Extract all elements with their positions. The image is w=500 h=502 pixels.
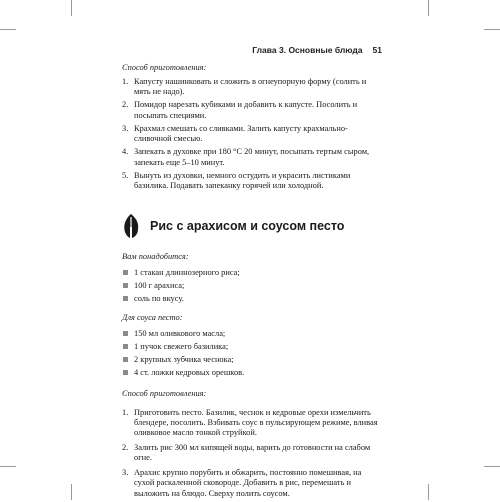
step-item: 4. Запекать в духовке при 180 °С 20 минут, посыпать тертым сыром, запекать еще 5–10 минут.	[122, 147, 370, 167]
step-item: 2. Залить рис 300 мл кипящей воды, варить до готовности на слабом огне.	[122, 442, 371, 463]
needs-label: Вам понадобится:	[122, 252, 189, 262]
list-item: 100 г арахиса;	[122, 280, 380, 292]
step-item: 1. Капусту нашинковать и сложить в огнеупорную форму (солить и мять не надо).	[122, 77, 367, 97]
bullet	[123, 370, 128, 375]
crop-mark-left-lower	[0, 466, 16, 467]
list-item: соль по вкусу.	[122, 293, 380, 305]
chapter-title: Глава 3. Основные блюда	[252, 45, 363, 55]
recipe-heading	[122, 211, 380, 241]
sauce-label: Для соуса песто:	[122, 313, 183, 323]
steps-list-1	[122, 77, 380, 191]
list-item: 1 пучок свежего базилика;	[122, 341, 380, 353]
bullet	[123, 283, 128, 288]
bullet	[123, 270, 128, 275]
bullet	[123, 296, 128, 301]
leaf-icon	[122, 213, 140, 239]
list-item: 4 ст. ложки кедровых орешков.	[122, 367, 380, 379]
crop-mark-top-left	[71, 0, 72, 16]
bullet	[123, 344, 128, 349]
method-label: Способ приготовления:	[122, 63, 207, 72]
list-item: 2 крупных зубчика чеснока;	[122, 354, 380, 366]
step-item: 1. Приготовить песто. Базилик, чеснок и кедровые орехи измельчить блендере, посолить. Взбивать соус в пульсирующем режиме, вливая оливковое масло тонкой струйкой.	[122, 407, 378, 438]
method-label-2: Способ приготовления:	[122, 388, 207, 398]
sauce-ingredients-list	[122, 328, 380, 378]
crop-mark-left-upper	[0, 29, 16, 30]
crop-mark-bottom-right	[428, 484, 429, 500]
running-header	[252, 45, 382, 55]
crop-mark-top-right	[428, 0, 429, 16]
step-item: 3. Крахмал смешать со сливками. Залить капусту крахмально-сливочной смесью.	[122, 123, 348, 144]
list-item: 150 мл оливкового масла;	[122, 328, 380, 340]
page-number: 51	[372, 45, 382, 55]
page-content	[122, 62, 380, 502]
recipe-title: Рис с арахисом и соусом песто	[150, 219, 345, 234]
steps-list-2	[122, 408, 380, 499]
crop-mark-right-lower	[484, 466, 500, 467]
step-item: 2. Помидор нарезать кубиками и добавить к капусте. Посолить и посыпать специями.	[122, 100, 358, 120]
crop-mark-bottom-left	[71, 484, 72, 500]
crop-mark-right-upper	[484, 29, 500, 30]
step-item: 5. Вынуть из духовки, немного остудить и украсить листиками базилика. Подавать запеканку горячей или холодной.	[122, 170, 351, 191]
list-item: 1 стакан длиннозерного риса;	[122, 267, 380, 279]
bullet	[123, 331, 128, 336]
ingredients-list	[122, 267, 380, 304]
step-item: 3. Арахис крупно порубить и обжарить, постоянно помешивая, на сухой раскаленной сковороде. Добавить в рис, перемешать и выложить на блюдо. Сверху полить соусом.	[122, 467, 362, 498]
bullet	[123, 357, 128, 362]
